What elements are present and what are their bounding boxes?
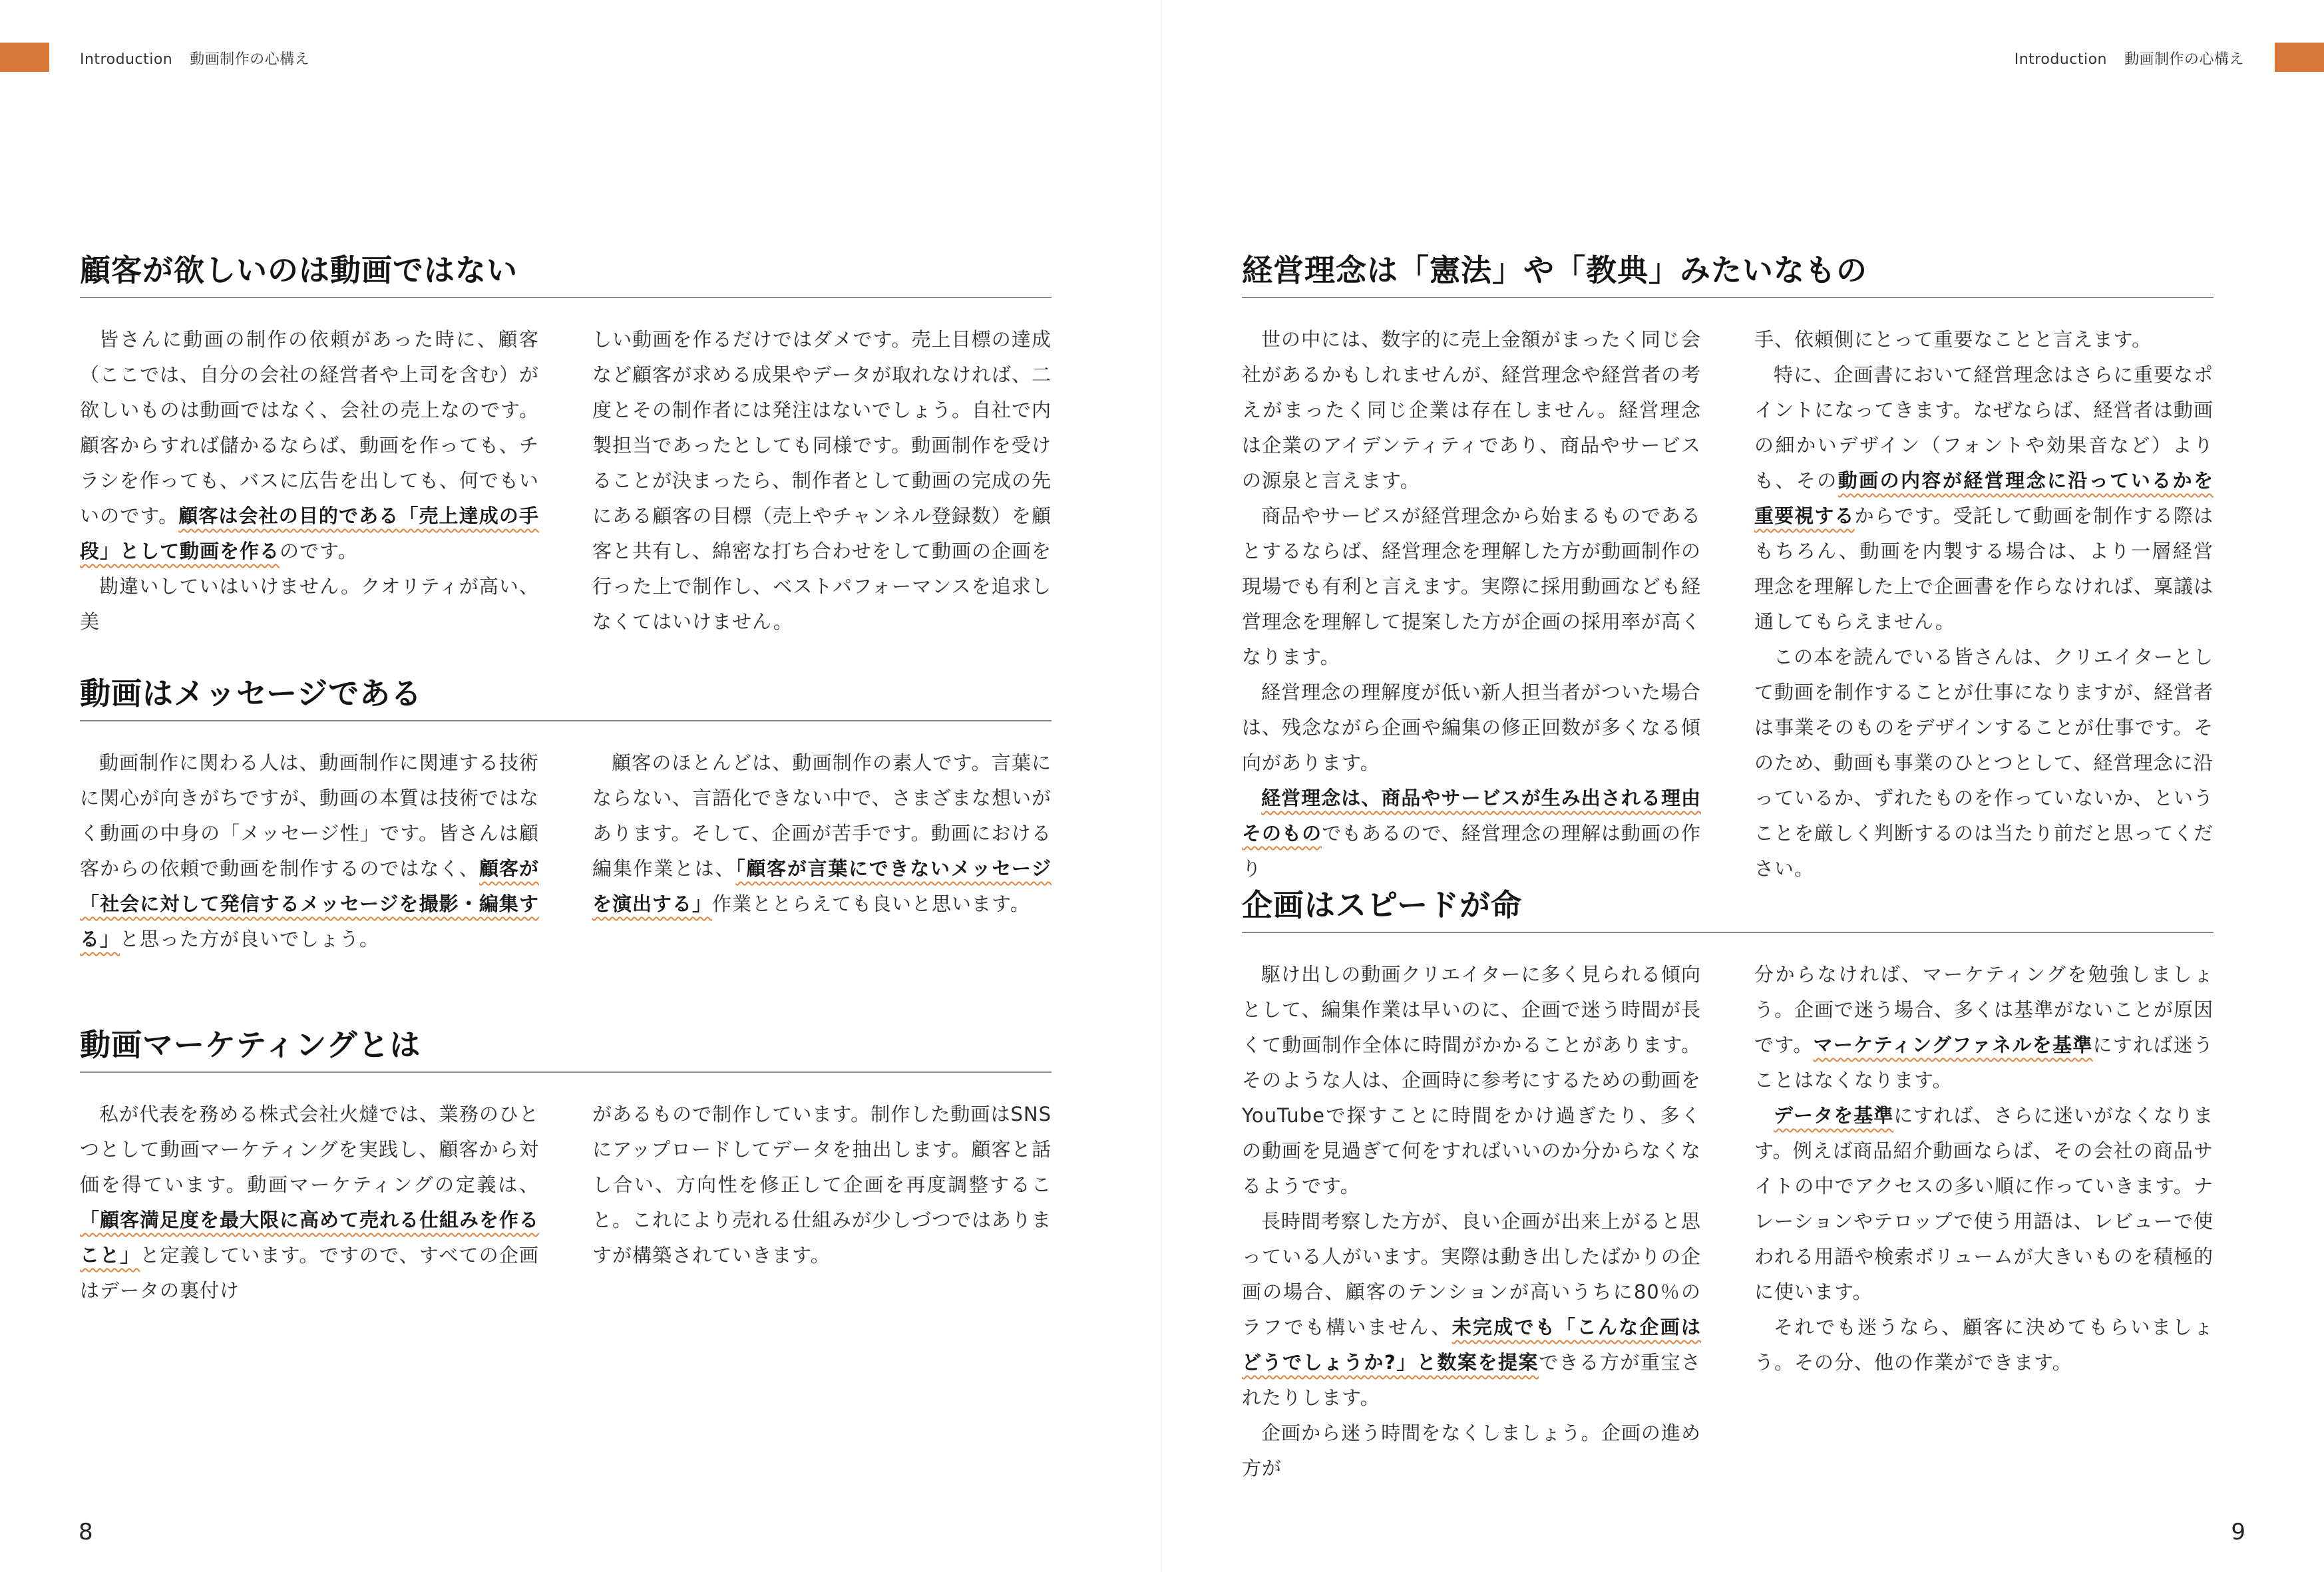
body-text: のです。 — [280, 540, 358, 562]
paragraph: 経営理念の理解度が低い新人担当者がついた場合は、残念ながら企画や編集の修正回数が多くなる傾向があります。 — [1242, 681, 1702, 774]
two-column-body — [80, 745, 1052, 957]
section-speed — [1242, 883, 2214, 1486]
two-column-body — [80, 322, 1052, 640]
chapter-label: Introduction — [80, 51, 173, 68]
body-text: 顧客のほとんどは、動画制作の素人です。言葉にならない、言語化できない中で、さまざまな想いがあります。そして、企画が苦手です。動画における編集作業とは、 — [592, 751, 1052, 880]
section-marketing — [80, 1022, 1052, 1308]
paragraph: この本を読んでいる皆さんは、クリエイターとして動画を制作することが仕事になりますが、経営者は事業そのものをデザインすることが仕事です。そのため、動画も事業のひとつとして、経営理念に沿っているか、ずれたものを作っていないか、ということを厳しく判断するのは当たり前だと思ってください。 — [1754, 646, 2214, 880]
column-right — [592, 322, 1052, 640]
body-text: できる方が重宝されたりします。 — [1242, 1351, 1701, 1409]
paragraph — [80, 1097, 539, 1308]
chapter-title: 動画制作の心構え — [2124, 51, 2244, 68]
highlighted-phrase: 未完成でも「こんな企画はどうでしょうか?」と数案を提案 — [1242, 1316, 1701, 1374]
body-text: 作業ととらえても良いと思います。 — [712, 892, 1030, 915]
heading-rule — [1242, 932, 2214, 933]
column-left — [1242, 322, 1701, 886]
body-text: 私が代表を務める株式会社火燵では、業務のひとつとして動画マーケティングを実践し、顧客から対価を得ています。動画マーケティングの定義は、 — [80, 1103, 539, 1196]
column-left — [1242, 957, 1701, 1486]
paragraph: があるもので制作しています。制作した動画はSNSにアップロードしてデータを抽出します。顧客と話し合い、方向性を修正して企画を再度調整すること。これにより売れる仕組みが少しづつではありますが構築されていきます。 — [592, 1103, 1052, 1267]
column-right — [1754, 322, 2214, 886]
paragraph: 世の中には、数字的に売上金額がまったく同じ会社があるかもしれませんが、経営理念や経営者の考えがまったく同じ企業は存在しません。経営理念は企業のアイデンティティであり、商品やサービスの源泉と言えます。 — [1242, 328, 1702, 492]
heading-rule — [80, 297, 1052, 298]
page-number: 8 — [79, 1519, 93, 1545]
section-message — [80, 671, 1052, 957]
running-head — [80, 48, 309, 69]
paragraph — [80, 322, 539, 569]
body-text: にすれば、さらに迷いがなくなります。例えば商品紹介動画ならば、その会社の商品サイトの中でアクセスの多い順に作っていきます。ナレーションやテロップで使う用語は、レビューで使われる用語や検索ボリュームが大きいものを積極的に使います。 — [1754, 1104, 2214, 1303]
heading-rule — [1242, 297, 2214, 298]
highlighted-phrase: 「顧客満足度を最大限に高めて売れる仕組みを作ること」 — [80, 1209, 540, 1267]
section-heading: 動画マーケティングとは — [80, 1027, 421, 1063]
highlighted-phrase: 顧客が「社会に対して発信するメッセージを撮影・編集する」 — [80, 857, 539, 950]
section-heading: 動画はメッセージである — [80, 676, 423, 711]
body-text: 動画制作に関わる人は、動画制作に関連する技術に関心が向きがちですが、動画の本質は技術ではなく動画の中身の「メッセージ性」です。皆さんは顧客からの依頼で動画を制作するのではなく、 — [80, 751, 539, 880]
column-right — [1754, 957, 2214, 1486]
paragraph: 商品やサービスが経営理念から始まるものであるとするならば、経営理念を理解した方が動画制作の現場でも有利と言えます。実際に採用動画なども経営理念を理解して提案した方が企画の採用率が高くなります。 — [1242, 504, 1702, 668]
two-column-body — [80, 1097, 1052, 1308]
paragraph — [1754, 1098, 2214, 1310]
highlighted-phrase: 「顧客が言葉にできないメッセージを演出する」 — [592, 857, 1052, 915]
section-customer — [80, 248, 1052, 640]
column-left — [80, 745, 539, 957]
column-right — [592, 745, 1052, 957]
chapter-tab-marker — [0, 43, 49, 72]
body-text: でもあるので、経営理念の理解は動画の作り — [1242, 822, 1701, 880]
heading-rule — [80, 720, 1052, 721]
section-heading: 経営理念は「憲法」や「教典」みたいなもの — [1242, 252, 1867, 288]
column-right — [592, 1097, 1052, 1308]
paragraph: 企画から迷う時間をなくしましょう。企画の進め方が — [1242, 1422, 1701, 1479]
paragraph — [80, 745, 539, 957]
body-text: と定義しています。ですので、すべての企画はデータの裏付け — [80, 1244, 539, 1302]
column-left — [80, 1097, 539, 1308]
paragraph: しい動画を作るだけではダメです。売上目標の達成など顧客が求める成果やデータが取れなければ、二度とその制作者には発注はないでしょう。自社で内製担当であったとしても同様です。動画制作を受けることが決まったら、制作者として動画の完成の先にある顧客の目標（売上やチャンネル登録数）を顧客と共有し、綿密な打ち合わせをして動画の企画を行った上で制作し、ベストパフォーマンスを追求しなくてはいけません。 — [592, 328, 1052, 633]
paragraph — [1754, 357, 2214, 640]
paragraph — [1754, 957, 2214, 1098]
paragraph: 駆け出しの動画クリエイターに多く見られる傾向として、編集作業は早いのに、企画で迷う時間が長くて動画制作全体に時間がかかることがあります。そのような人は、企画時に参考にするための動画をYouTubeで探すことに時間をかけ過ぎたり、多くの動画を見過ぎて何をすればいいのか分からなくなるようです。 — [1242, 963, 1702, 1197]
paragraph — [1242, 1204, 1701, 1416]
two-column-body — [1242, 957, 2214, 1486]
body-text: 長時間考察した方が、良い企画が出来上がると思っている人がいます。実際は動き出したばかりの企画の場合、顧客のテンションが高いうちに80％のラフでも構いません、 — [1242, 1210, 1701, 1338]
body-text: 皆さんに動画の制作の依頼があった時に、顧客（ここでは、自分の会社の経営者や上司を含む）が欲しいものは動画ではなく、会社の売上なのです。顧客からすれば儲かるならば、動画を作っても、チラシを作っても、バスに広告を出しても、何でもいいのです。 — [80, 328, 540, 527]
highlighted-phrase: 動画の内容が経営理念に沿っているかを重要視する — [1754, 469, 2214, 527]
highlighted-phrase: データを基準 — [1774, 1104, 1894, 1127]
paragraph: 手、依頼側にとって重要なことと言えます。 — [1754, 328, 2152, 351]
highlighted-phrase: 顧客は会社の目的である「売上達成の手段」として動画を作る — [80, 504, 539, 562]
section-philosophy — [1242, 248, 2214, 886]
paragraph — [592, 745, 1052, 922]
body-text: からです。受託して動画を制作する際はもちろん、動画を内製する場合は、より一層経営理念を理解した上で企画書を作らなければ、稟議は通してもらえません。 — [1754, 504, 2214, 633]
heading-rule — [80, 1072, 1052, 1073]
paragraph: 勘違いしていはいけません。クオリティが高い、美 — [80, 575, 539, 633]
highlighted-phrase: マーケティングファネルを基準 — [1813, 1034, 2093, 1056]
chapter-label: Introduction — [2014, 51, 2107, 68]
column-left — [80, 322, 539, 640]
paragraph: それでも迷うなら、顧客に決めてもらいましょう。その分、他の作業ができます。 — [1754, 1316, 2214, 1374]
chapter-tab-marker — [2275, 43, 2324, 72]
body-text: 分からなければ、マーケティングを勉強しましょう。企画で迷う場合、多くは基準がないことが原因です。 — [1754, 963, 2214, 1056]
chapter-title: 動画制作の心構え — [190, 51, 310, 68]
running-head — [2015, 48, 2244, 69]
body-text: 特に、企画書において経営理念はさらに重要なポイントになってきます。なぜならば、経営者は動画の細かいデザイン（フォントや効果音など）よりも、その — [1754, 363, 2214, 492]
paragraph — [1242, 781, 1701, 886]
two-column-body — [1242, 322, 2214, 886]
highlighted-phrase: 経営理念は、商品やサービスが生み出される理由そのもの — [1242, 787, 1701, 845]
right-page — [1162, 0, 2324, 1572]
section-heading: 顧客が欲しいのは動画ではない — [80, 252, 518, 288]
body-text: にすれば迷うことはなくなります。 — [1754, 1034, 2214, 1091]
body-text: と思った方が良いでしょう。 — [120, 928, 380, 950]
section-heading: 企画はスピードが命 — [1242, 887, 1523, 923]
page-number: 9 — [2231, 1519, 2245, 1545]
